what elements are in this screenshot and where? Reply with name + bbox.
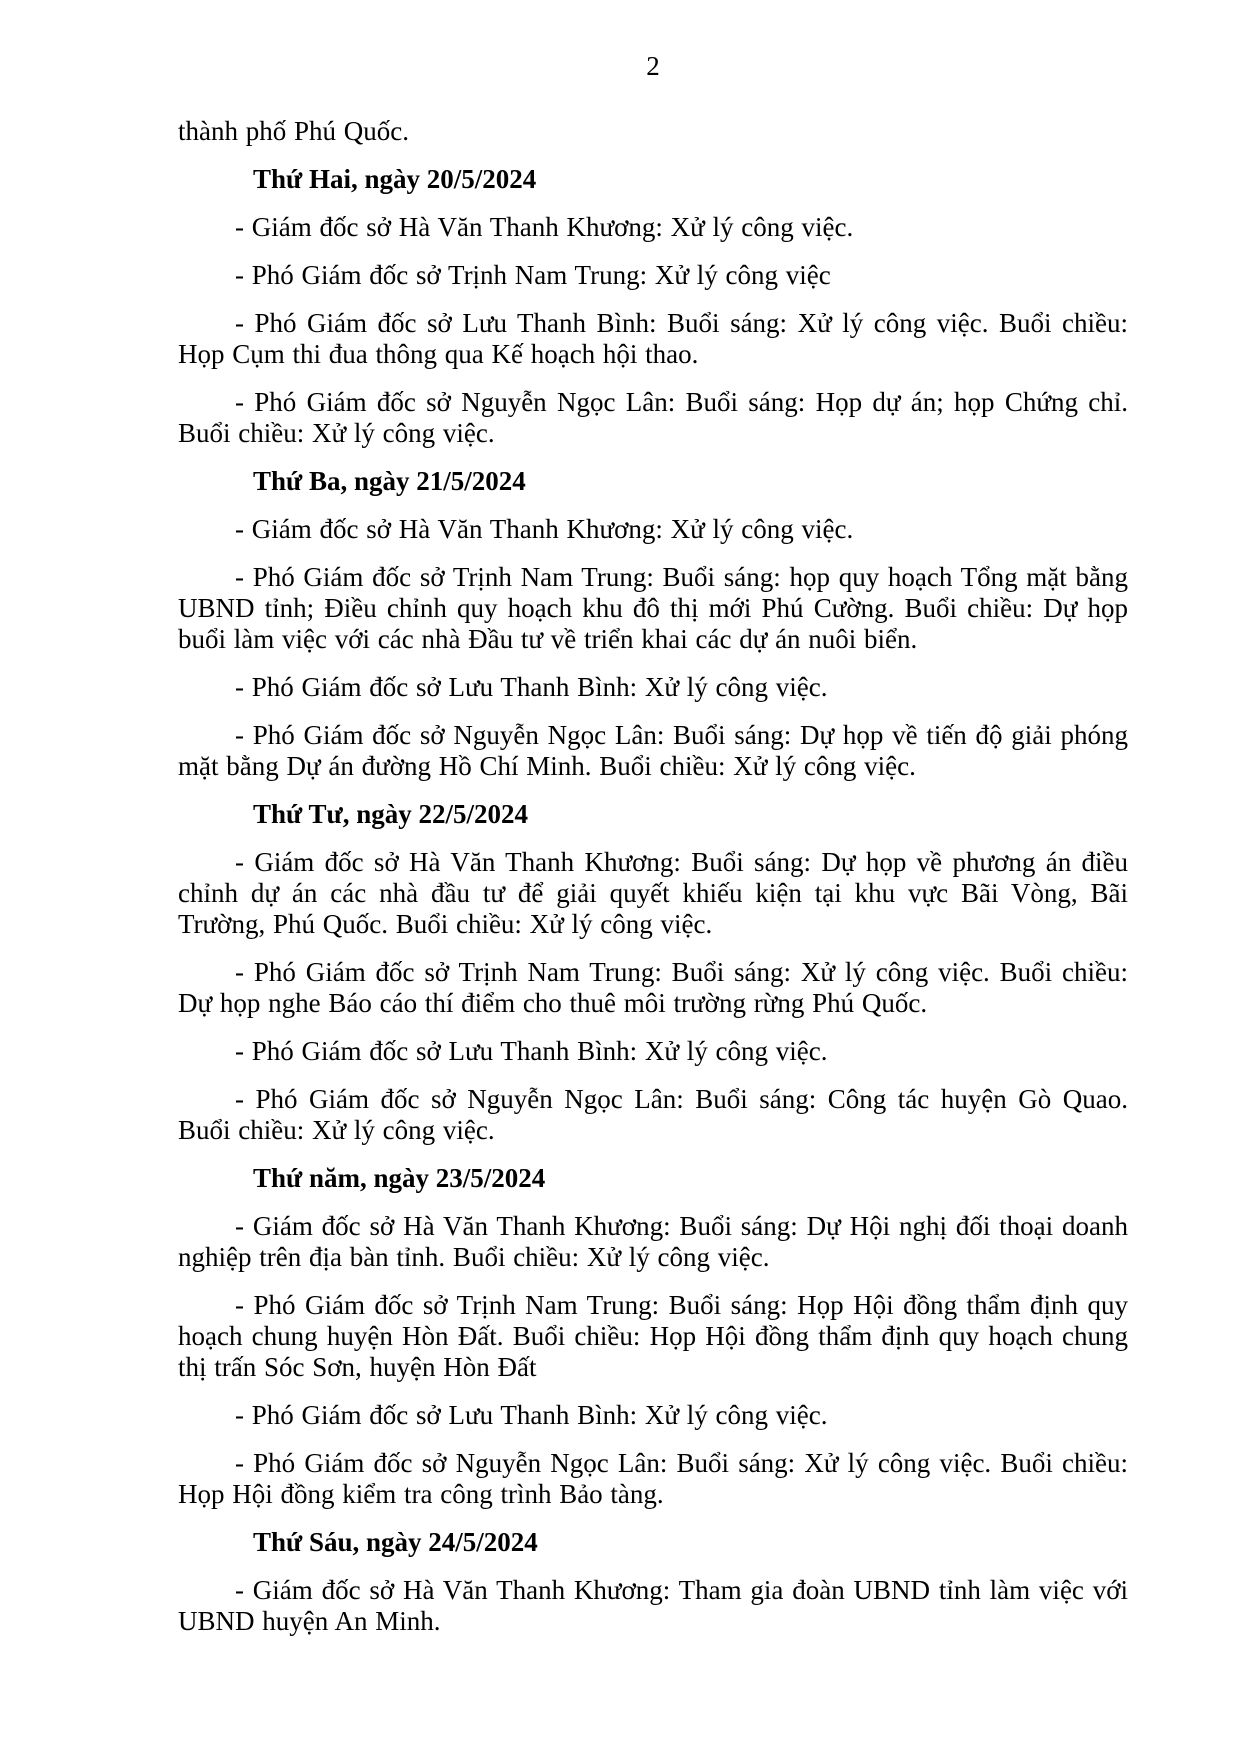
schedule-entry: - Phó Giám đốc sở Lưu Thanh Bình: Xử lý công việc. bbox=[235, 1400, 828, 1430]
schedule-entry: - Phó Giám đốc sở Nguyễn Ngọc Lân: Buổi sáng: Công tác huyện Gò Quao. Buổi chiều: Xử lý công việc. bbox=[178, 1084, 1128, 1145]
schedule-entry: - Phó Giám đốc sở Nguyễn Ngọc Lân: Buổi sáng: Xử lý công việc. Buổi chiều: Họp Hội đồng kiểm tra công trình Bảo tàng. bbox=[178, 1448, 1128, 1509]
schedule-entry: - Phó Giám đốc sở Lưu Thanh Bình: Xử lý công việc. bbox=[235, 672, 828, 702]
schedule-entry: - Giám đốc sở Hà Văn Thanh Khương: Xử lý công việc. bbox=[235, 212, 854, 242]
schedule-entry: - Giám đốc sở Hà Văn Thanh Khương: Buổi sáng: Dự Hội nghị đối thoại doanh nghiệp trên địa bàn tỉnh. Buổi chiều: Xử lý công việc. bbox=[178, 1211, 1128, 1272]
day-heading-tuesday: Thứ Ba, ngày 21/5/2024 bbox=[253, 466, 526, 496]
schedule-entry: - Phó Giám đốc sở Nguyễn Ngọc Lân: Buổi sáng: Họp dự án; họp Chứng chỉ. Buổi chiều: Xử lý công việc. bbox=[178, 387, 1128, 448]
schedule-entry: - Phó Giám đốc sở Lưu Thanh Bình: Xử lý công việc. bbox=[235, 1036, 828, 1066]
schedule-entry: - Phó Giám đốc sở Nguyễn Ngọc Lân: Buổi sáng: Dự họp về tiến độ giải phóng mặt bằng Dự án đường Hồ Chí Minh. Buổi chiều: Xử lý công việc. bbox=[178, 720, 1128, 781]
continuation-paragraph: thành phố Phú Quốc. bbox=[178, 116, 409, 146]
schedule-entry: - Phó Giám đốc sở Trịnh Nam Trung: Buổi sáng: Họp Hội đồng thẩm định quy hoạch chung huyện Hòn Đất. Buổi chiều: Họp Hội đồng thẩm định quy hoạch chung thị trấn Sóc Sơn, huyện Hòn Đất bbox=[178, 1290, 1128, 1382]
schedule-entry: - Phó Giám đốc sở Lưu Thanh Bình: Buổi sáng: Xử lý công việc. Buổi chiều: Họp Cụm thi đua thông qua Kế hoạch hội thao. bbox=[178, 308, 1128, 369]
day-heading-thursday: Thứ năm, ngày 23/5/2024 bbox=[253, 1163, 546, 1193]
day-heading-wednesday: Thứ Tư, ngày 22/5/2024 bbox=[253, 799, 528, 829]
schedule-entry: - Phó Giám đốc sở Trịnh Nam Trung: Buổi sáng: Xử lý công việc. Buổi chiều: Dự họp nghe Báo cáo thí điểm cho thuê môi trường rừng Phú Quốc. bbox=[178, 957, 1128, 1018]
schedule-entry: - Giám đốc sở Hà Văn Thanh Khương: Xử lý công việc. bbox=[235, 514, 854, 544]
schedule-entry: - Phó Giám đốc sở Trịnh Nam Trung: Xử lý công việc bbox=[235, 260, 831, 290]
schedule-entry: - Giám đốc sở Hà Văn Thanh Khương: Buổi sáng: Dự họp về phương án điều chỉnh dự án các nhà đầu tư để giải quyết khiếu kiện tại khu vực Bãi Vòng, Bãi Trường, Phú Quốc. Buổi chiều: Xử lý công việc. bbox=[178, 847, 1128, 939]
schedule-entry: - Phó Giám đốc sở Trịnh Nam Trung: Buổi sáng: họp quy hoạch Tổng mặt bằng UBND tỉnh; Điều chỉnh quy hoạch khu đô thị mới Phú Cường. Buổi chiều: Dự họp buổi làm việc với các nhà Đầu tư về triển khai các dự án nuôi biển. bbox=[178, 562, 1128, 654]
day-heading-monday: Thứ Hai, ngày 20/5/2024 bbox=[253, 164, 537, 194]
page-number: 2 bbox=[646, 51, 660, 81]
day-heading-friday: Thứ Sáu, ngày 24/5/2024 bbox=[253, 1527, 538, 1557]
schedule-entry: - Giám đốc sở Hà Văn Thanh Khương: Tham gia đoàn UBND tỉnh làm việc với UBND huyện An Minh. bbox=[178, 1575, 1128, 1636]
